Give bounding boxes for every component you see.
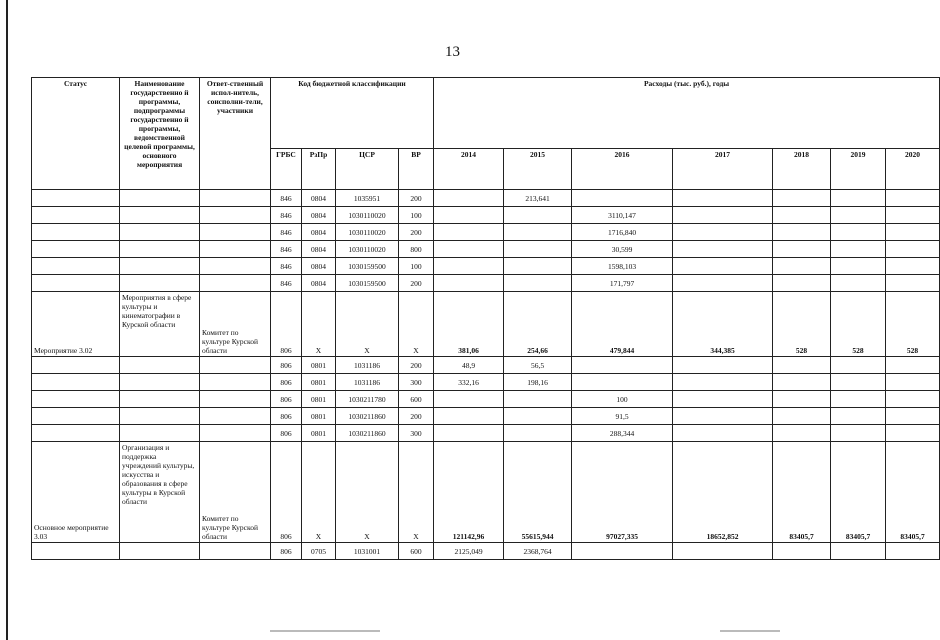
cell-2020: [886, 224, 940, 241]
cell-2014: [434, 408, 504, 425]
cell-rzpr: 0804: [302, 275, 336, 292]
measure-302-csr: Х: [336, 292, 399, 357]
cell-2016: [572, 374, 673, 391]
cell-vr: 200: [399, 224, 434, 241]
header-budget-code: Код бюджетной классификации: [271, 78, 434, 149]
header-name: Наименование государственно й программы, подпрограммы государственно й программы, ведомственной целевой программы, основного мероприятия: [120, 78, 200, 190]
cell-2018: [773, 391, 831, 408]
cell-executor: [200, 425, 271, 442]
cell-2020: [886, 190, 940, 207]
cell-rzpr: 0801: [302, 374, 336, 391]
measure-302-2019: 528: [831, 292, 886, 357]
cell-csr: 1031186: [336, 357, 399, 374]
cell-2018: [773, 543, 831, 560]
cell-rzpr: 0705: [302, 543, 336, 560]
cell-status: [32, 357, 120, 374]
measure-302-vr: Х: [399, 292, 434, 357]
cell-2019: [831, 224, 886, 241]
cell-grbs: 846: [271, 275, 302, 292]
cell-2019: [831, 207, 886, 224]
cell-executor: [200, 374, 271, 391]
cell-2020: [886, 543, 940, 560]
cell-2015: [504, 391, 572, 408]
cell-csr: 1030211780: [336, 391, 399, 408]
measure-303-status: Основное мероприятие 3.03: [32, 442, 120, 543]
budget-table: [31, 77, 940, 560]
cell-name: [120, 425, 200, 442]
cell-2015: [504, 241, 572, 258]
measure-303-csr: Х: [336, 442, 399, 543]
cell-2020: [886, 357, 940, 374]
cell-2018: [773, 258, 831, 275]
cell-status: [32, 408, 120, 425]
table-row: [32, 275, 940, 292]
cell-name: [120, 190, 200, 207]
cell-name: [120, 258, 200, 275]
header-expenses: Расходы (тыс. руб.), годы: [434, 78, 940, 149]
header-executor: Ответ-ственный испол-нитель, соисполни-тели, участники: [200, 78, 271, 190]
cell-status: [32, 224, 120, 241]
table-row: [32, 241, 940, 258]
cell-name: [120, 408, 200, 425]
cell-executor: [200, 408, 271, 425]
table-row: [32, 357, 940, 374]
cell-rzpr: 0801: [302, 425, 336, 442]
cell-2014: [434, 391, 504, 408]
cell-vr: 200: [399, 275, 434, 292]
cell-2017: [673, 543, 773, 560]
cell-executor: [200, 357, 271, 374]
cell-rzpr: 0801: [302, 357, 336, 374]
cell-vr: 200: [399, 408, 434, 425]
header-vr: ВР: [399, 149, 434, 190]
measure-302-rzpr: Х: [302, 292, 336, 357]
cell-2018: [773, 408, 831, 425]
cell-csr: 1030211860: [336, 408, 399, 425]
header-grbs: ГРБС: [271, 149, 302, 190]
cell-2014: [434, 190, 504, 207]
cell-name: [120, 207, 200, 224]
cell-2020: [886, 425, 940, 442]
header-year-2017: 2017: [673, 149, 773, 190]
measure-303-grbs: 806: [271, 442, 302, 543]
header-rzpr: РзПр: [302, 149, 336, 190]
cell-2019: [831, 258, 886, 275]
measure-303-2019: 83405,7: [831, 442, 886, 543]
measure-302-2016: 479,844: [572, 292, 673, 357]
cell-name: [120, 391, 200, 408]
measure-302-executor: Комитет по культуре Курской области: [200, 292, 271, 357]
cell-2016: 30,599: [572, 241, 673, 258]
cell-2014: 332,16: [434, 374, 504, 391]
cell-2017: [673, 391, 773, 408]
cell-grbs: 846: [271, 224, 302, 241]
cell-csr: 1031001: [336, 543, 399, 560]
cell-grbs: 806: [271, 357, 302, 374]
cell-2014: [434, 241, 504, 258]
cell-2016: [572, 357, 673, 374]
cell-2016: 288,344: [572, 425, 673, 442]
measure-302-2014: 381,06: [434, 292, 504, 357]
header-year-2018: 2018: [773, 149, 831, 190]
cell-2014: [434, 425, 504, 442]
header-year-2020: 2020: [886, 149, 940, 190]
table-row: [32, 408, 940, 425]
cell-csr: 1030110020: [336, 241, 399, 258]
cell-executor: [200, 275, 271, 292]
cell-2015: [504, 408, 572, 425]
cell-executor: [200, 190, 271, 207]
cell-executor: [200, 241, 271, 258]
cell-grbs: 846: [271, 190, 302, 207]
cell-2016: 1716,840: [572, 224, 673, 241]
cell-2018: [773, 425, 831, 442]
measure-303-row: [32, 442, 940, 543]
cell-2015: 2368,764: [504, 543, 572, 560]
cell-2017: [673, 258, 773, 275]
measure-303-2020: 83405,7: [886, 442, 940, 543]
cell-executor: [200, 258, 271, 275]
cell-executor: [200, 207, 271, 224]
cell-2020: [886, 391, 940, 408]
cell-status: [32, 391, 120, 408]
cell-2019: [831, 275, 886, 292]
cell-2017: [673, 408, 773, 425]
cell-2018: [773, 207, 831, 224]
header-status: Статус: [32, 78, 120, 190]
table-row: [32, 543, 940, 560]
header-year-2015: 2015: [504, 149, 572, 190]
cell-2016: [572, 543, 673, 560]
table-row: [32, 190, 940, 207]
measure-303-name: Организация и поддержка учреждений культуры, искусства и образования в сфере культуры в Курской области: [120, 442, 200, 543]
measure-303-2017: 18652,852: [673, 442, 773, 543]
measure-303-executor: Комитет по культуре Курской области: [200, 442, 271, 543]
cell-2017: [673, 357, 773, 374]
cell-rzpr: 0804: [302, 224, 336, 241]
cell-2016: 3110,147: [572, 207, 673, 224]
cell-csr: 1031186: [336, 374, 399, 391]
cell-2019: [831, 425, 886, 442]
cell-status: [32, 241, 120, 258]
cell-grbs: 806: [271, 543, 302, 560]
cell-vr: 200: [399, 357, 434, 374]
table-row: [32, 374, 940, 391]
cell-csr: 1030211860: [336, 425, 399, 442]
cell-2017: [673, 224, 773, 241]
cell-2014: [434, 224, 504, 241]
cell-2017: [673, 425, 773, 442]
cell-vr: 100: [399, 207, 434, 224]
cell-2019: [831, 391, 886, 408]
header-csr: ЦСР: [336, 149, 399, 190]
cell-2016: 91,5: [572, 408, 673, 425]
measure-303-2018: 83405,7: [773, 442, 831, 543]
cell-vr: 200: [399, 190, 434, 207]
cell-name: [120, 543, 200, 560]
cell-2019: [831, 408, 886, 425]
cell-executor: [200, 543, 271, 560]
measure-303-rzpr: Х: [302, 442, 336, 543]
cell-name: [120, 241, 200, 258]
cell-status: [32, 190, 120, 207]
page-number: 13: [445, 44, 460, 60]
cell-status: [32, 207, 120, 224]
cell-2016: 100: [572, 391, 673, 408]
cell-2020: [886, 258, 940, 275]
cell-vr: 800: [399, 241, 434, 258]
cell-2015: [504, 425, 572, 442]
cell-2017: [673, 241, 773, 258]
cell-2015: [504, 207, 572, 224]
cell-2015: [504, 275, 572, 292]
cell-2018: [773, 241, 831, 258]
header-year-2014: 2014: [434, 149, 504, 190]
measure-302-name: Мероприятия в сфере культуры и кинематографии в Курской области: [120, 292, 200, 357]
cell-2019: [831, 190, 886, 207]
cell-grbs: 806: [271, 374, 302, 391]
measure-303-2015: 55615,944: [504, 442, 572, 543]
cell-csr: 1030159500: [336, 275, 399, 292]
cell-grbs: 806: [271, 408, 302, 425]
measure-302-2020: 528: [886, 292, 940, 357]
page-edge-line: [6, 0, 8, 640]
table-row: [32, 391, 940, 408]
cell-csr: 1030110020: [336, 224, 399, 241]
cell-grbs: 806: [271, 391, 302, 408]
cell-2020: [886, 408, 940, 425]
cell-executor: [200, 224, 271, 241]
cell-csr: 1035951: [336, 190, 399, 207]
cell-2019: [831, 543, 886, 560]
cell-2014: 48,9: [434, 357, 504, 374]
cell-vr: 600: [399, 391, 434, 408]
cell-executor: [200, 391, 271, 408]
cell-status: [32, 543, 120, 560]
cell-rzpr: 0801: [302, 408, 336, 425]
cell-2014: [434, 258, 504, 275]
cell-vr: 300: [399, 374, 434, 391]
cell-2014: [434, 275, 504, 292]
scan-artifact: [720, 630, 780, 632]
cell-status: [32, 374, 120, 391]
header-year-2019: 2019: [831, 149, 886, 190]
cell-2018: [773, 275, 831, 292]
cell-2015: [504, 258, 572, 275]
cell-vr: 100: [399, 258, 434, 275]
measure-302-2015: 254,66: [504, 292, 572, 357]
table-row: [32, 224, 940, 241]
cell-2014: [434, 207, 504, 224]
cell-2017: [673, 275, 773, 292]
cell-2020: [886, 207, 940, 224]
cell-name: [120, 374, 200, 391]
table-row: [32, 207, 940, 224]
cell-rzpr: 0804: [302, 258, 336, 275]
table-row: [32, 425, 940, 442]
measure-303-2014: 121142,96: [434, 442, 504, 543]
measure-302-2018: 528: [773, 292, 831, 357]
cell-2015: 213,641: [504, 190, 572, 207]
cell-vr: 600: [399, 543, 434, 560]
cell-2017: [673, 190, 773, 207]
measure-303-2016: 97027,335: [572, 442, 673, 543]
cell-2016: 171,797: [572, 275, 673, 292]
cell-rzpr: 0804: [302, 207, 336, 224]
cell-2020: [886, 275, 940, 292]
cell-vr: 300: [399, 425, 434, 442]
cell-grbs: 806: [271, 425, 302, 442]
measure-303-vr: Х: [399, 442, 434, 543]
measure-302-grbs: 806: [271, 292, 302, 357]
cell-2019: [831, 241, 886, 258]
cell-2020: [886, 374, 940, 391]
cell-2018: [773, 190, 831, 207]
cell-name: [120, 224, 200, 241]
cell-2020: [886, 241, 940, 258]
cell-name: [120, 275, 200, 292]
cell-2015: [504, 224, 572, 241]
cell-2015: 198,16: [504, 374, 572, 391]
cell-2016: 1598,103: [572, 258, 673, 275]
cell-2017: [673, 374, 773, 391]
cell-grbs: 846: [271, 241, 302, 258]
cell-2019: [831, 374, 886, 391]
cell-2018: [773, 224, 831, 241]
cell-2015: 56,5: [504, 357, 572, 374]
table-row: [32, 258, 940, 275]
cell-2016: [572, 190, 673, 207]
cell-2018: [773, 374, 831, 391]
cell-grbs: 846: [271, 207, 302, 224]
measure-302-status: Мероприятие 3.02: [32, 292, 120, 357]
cell-grbs: 846: [271, 258, 302, 275]
cell-name: [120, 357, 200, 374]
cell-2014: 2125,049: [434, 543, 504, 560]
measure-302-2017: 344,385: [673, 292, 773, 357]
header-row-1: [32, 78, 940, 149]
cell-2017: [673, 207, 773, 224]
cell-status: [32, 425, 120, 442]
cell-status: [32, 275, 120, 292]
cell-status: [32, 258, 120, 275]
cell-csr: 1030110020: [336, 207, 399, 224]
cell-2018: [773, 357, 831, 374]
cell-csr: 1030159500: [336, 258, 399, 275]
cell-2019: [831, 357, 886, 374]
cell-rzpr: 0804: [302, 190, 336, 207]
cell-rzpr: 0804: [302, 241, 336, 258]
measure-302-row: [32, 292, 940, 357]
header-year-2016: 2016: [572, 149, 673, 190]
cell-rzpr: 0801: [302, 391, 336, 408]
scan-artifact: [270, 630, 380, 632]
